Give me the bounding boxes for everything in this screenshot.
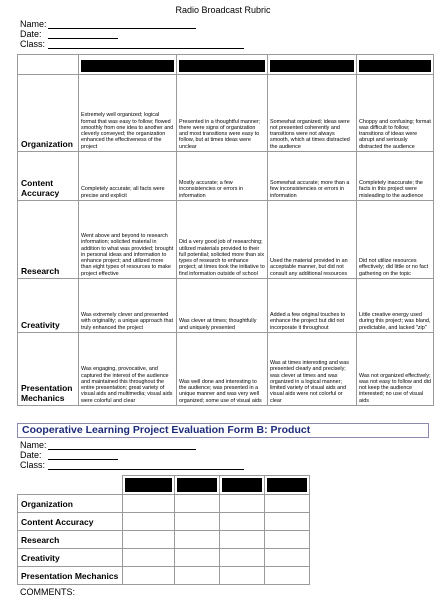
form-b-row [18,549,310,567]
rubric-header-row [18,55,434,75]
score-cell[interactable] [175,495,220,513]
header-bar [267,478,307,492]
header-bar [179,60,265,72]
rubric-category: Presentation Mechanics [18,333,79,406]
page-title: Radio Broadcast Rubric [175,5,271,15]
score-cell[interactable] [220,495,265,513]
rubric-header-cell [79,55,177,75]
comments-label: COMMENTS: [20,587,75,597]
form-b-class-line[interactable] [48,469,244,470]
header-bar [359,60,431,72]
header-bar [270,60,354,72]
rubric-cell: Went above and beyond to research information; solicited material in addition to what was provided; brought in personal ideas and information to enhance project; and utilized more than eight types of resources to make project effective [79,201,177,279]
name-line[interactable] [48,28,196,29]
rubric-cell: Was not organized effectively; was not easy to follow and did not keep the audience interested; no use of visual aids [357,333,434,406]
class-label: Class: [20,39,46,49]
class-line[interactable] [48,48,244,49]
rubric-header-cell [177,55,268,75]
score-cell[interactable] [265,567,310,585]
date-field [20,29,42,39]
form-b-header-cell [220,476,265,495]
score-cell[interactable] [123,495,175,513]
form-b-header-cell [265,476,310,495]
form-b-header-cell [123,476,175,495]
rubric-row-creativity [18,279,434,333]
name-field [20,19,47,29]
form-b-row [18,567,310,585]
rubric-category: Research [18,201,79,279]
form-b-name-line[interactable] [48,449,196,450]
form-b-date-line[interactable] [48,459,118,460]
form-b-class-field [20,460,45,470]
date-line[interactable] [48,38,118,39]
rubric-cell: Little creative energy used during this project; was bland, predictable, and lacked "zip" [357,279,434,333]
rubric-cell: Extremely well organized; logical format that was easy to follow; flowed smoothly from one idea to another and cleverly conveyed; the organization enhanced the effectiveness of the project [79,75,177,152]
rubric-cell: Was clever at times; thoughtfully and uniquely presented [177,279,268,333]
rubric-row-content-accuracy [18,152,434,201]
header-bar [81,60,174,72]
date-label: Date: [20,29,42,39]
score-cell[interactable] [175,549,220,567]
rubric-cell: Added a few original touches to enhance the project but did not incorporate it throughout [268,279,357,333]
score-cell[interactable] [123,531,175,549]
rubric-cell: Completely inaccurate; the facts in this project were misleading to the audience [357,152,434,201]
form-b-category: Research [18,531,123,549]
score-cell[interactable] [265,513,310,531]
form-b-row [18,531,310,549]
form-b-row [18,513,310,531]
rubric-category: Content Accuracy [18,152,79,201]
rubric-cell: Was well done and interesting to the audience; was presented in a unique manner and was very well organized; some use of visual aids [177,333,268,406]
rubric-cell: Completely accurate; all facts were precise and explicit [79,152,177,201]
form-b-table [17,475,310,585]
header-bar [222,478,262,492]
form-b-row [18,495,310,513]
score-cell[interactable] [175,531,220,549]
form-b-date-field [20,450,42,460]
score-cell[interactable] [175,513,220,531]
form-b-name-label: Name: [20,440,47,450]
rubric-cell: Mostly accurate; a few inconsistencies or errors in information [177,152,268,201]
score-cell[interactable] [265,495,310,513]
score-cell[interactable] [220,567,265,585]
rubric-cell: Was at times interesting and was presented clearly and precisely; was clever at times and was organized in a logical manner; limited variety of visual aids and visual aids were not colorful or clear [268,333,357,406]
name-label: Name: [20,19,47,29]
rubric-header-cell [357,55,434,75]
rubric-cell: Somewhat organized; ideas were not presented coherently and transitions were not always smooth, which at times distracted the audience [268,75,357,152]
form-b-title: Cooperative Learning Project Evaluation Form B: Product [17,423,429,438]
rubric-cell: Presented in a thoughtful manner; there were signs of organization and most transitions were easy to follow, but at times ideas were unclear [177,75,268,152]
score-cell[interactable] [265,531,310,549]
header-bar [177,478,217,492]
rubric-cell: Did not utilize resources effectively; did little or no fact gathering on the topic [357,201,434,279]
form-b-date-label: Date: [20,450,42,460]
score-cell[interactable] [220,549,265,567]
score-cell[interactable] [175,567,220,585]
rubric-cell: Did a very good job of researching; utilized materials provided to their full potential; solicited more than six types of research to enhance project; at times took the initiative to find information outside of school [177,201,268,279]
rubric-category: Organization [18,75,79,152]
score-cell[interactable] [123,549,175,567]
form-b-category: Presentation Mechanics [18,567,123,585]
form-b-category: Organization [18,495,123,513]
rubric-category: Creativity [18,279,79,333]
rubric-cell: Choppy and confusing; format was difficult to follow; transitions of ideas were abrupt and seriously distracted the audience [357,75,434,152]
score-cell[interactable] [265,549,310,567]
rubric-cell: Was extremely clever and presented with originality; a unique approach that truly enhanced the project [79,279,177,333]
score-cell[interactable] [123,567,175,585]
rubric-row-research [18,201,434,279]
header-bar [125,478,172,492]
score-cell[interactable] [220,531,265,549]
rubric-header-cell [268,55,357,75]
rubric-cell: Was engaging, provocative, and captured the interest of the audience and maintained this throughout the entire presentation; great variety of visual aids and multimedia; visual aids were colorful and clear [79,333,177,406]
form-b-class-label: Class: [20,460,46,470]
form-b-header-cell [175,476,220,495]
class-field [20,39,45,49]
rubric-row-presentation-mechanics [18,333,434,406]
rubric-table [17,54,434,406]
score-cell[interactable] [123,513,175,531]
rubric-cell: Somewhat accurate; more than a few inconsistencies or errors in information [268,152,357,201]
rubric-cell: Used the material provided in an acceptable manner, but did not consult any additional resources [268,201,357,279]
form-b-header-blank [18,476,123,495]
form-b-category: Content Accuracy [18,513,123,531]
form-b-name-field [20,440,47,450]
form-b-header-row [18,476,310,495]
form-b-category: Creativity [18,549,123,567]
rubric-row-organization [18,75,434,152]
rubric-header-blank [18,55,79,75]
score-cell[interactable] [220,513,265,531]
